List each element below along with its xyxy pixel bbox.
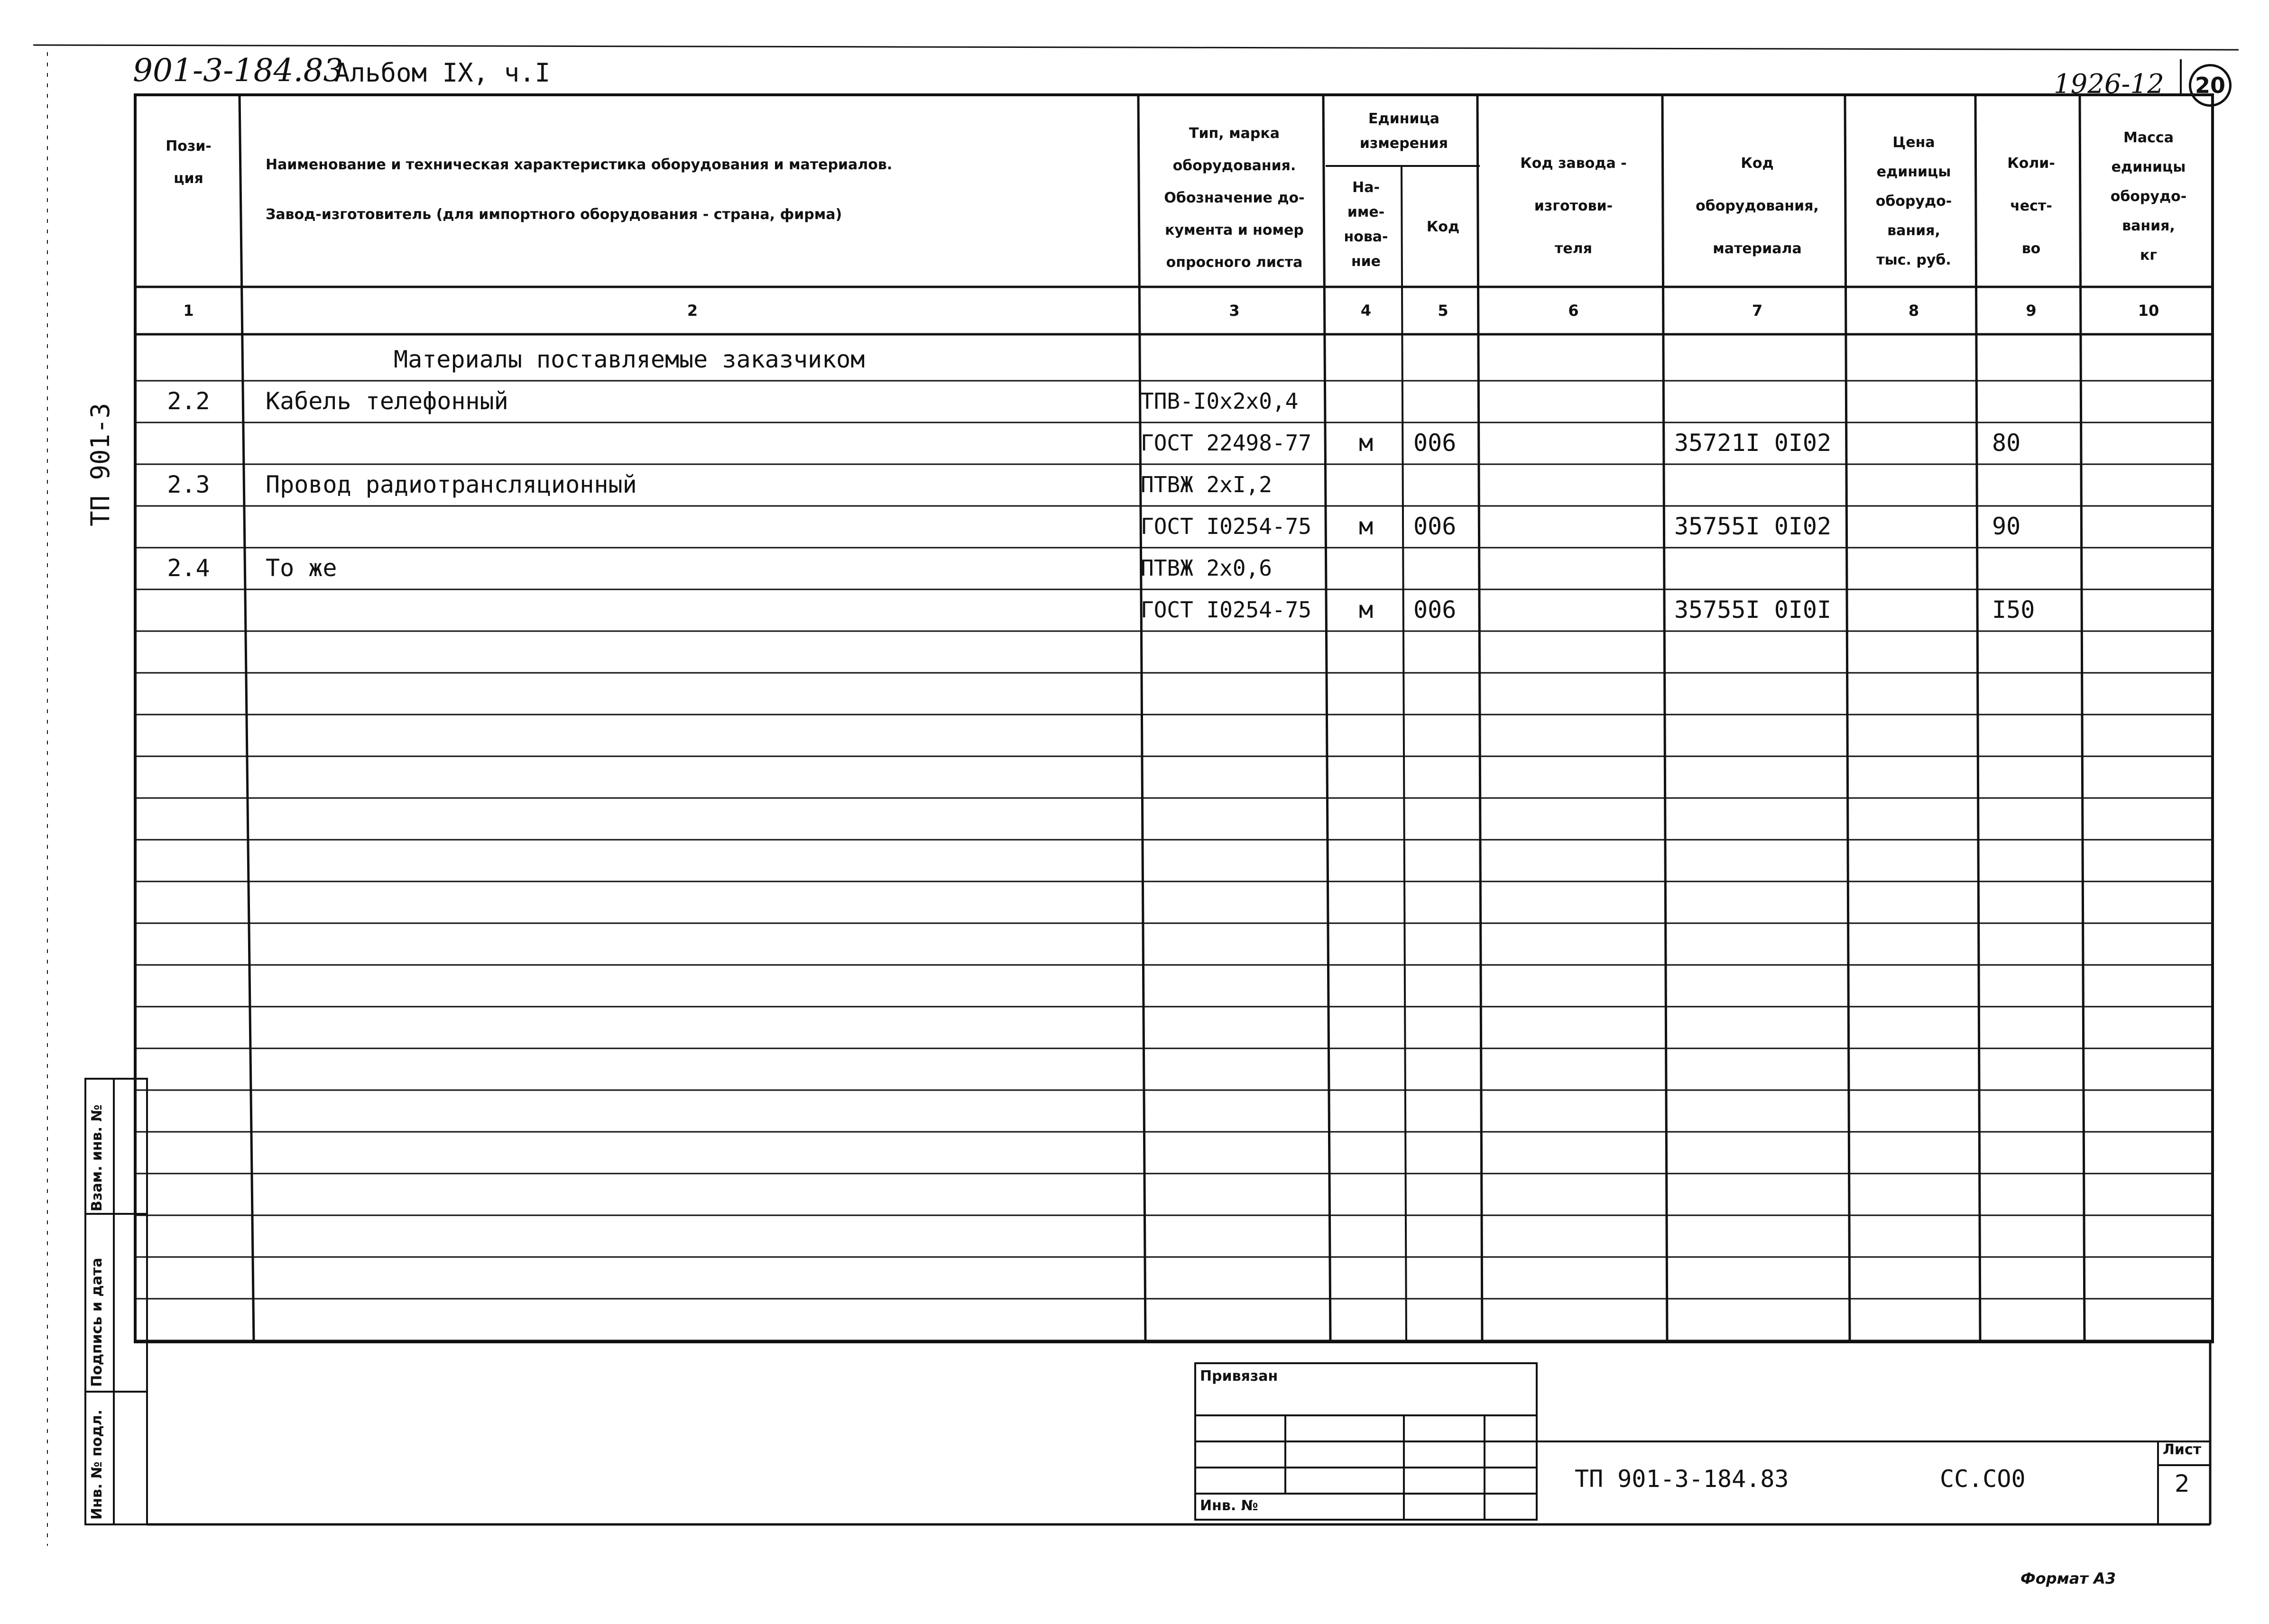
cell-name: То же — [266, 554, 337, 582]
col-num-7: 7 — [1752, 302, 1763, 320]
cell-code: 006 — [1413, 429, 1457, 457]
header-col-6: Код завода - изготови- теля — [1520, 155, 1627, 257]
cell-type: ПТВЖ 2х0,6 — [1141, 555, 1272, 581]
stamp-sheet-label: Лист — [2163, 1441, 2202, 1458]
stamp-privyazan: Привязан — [1200, 1368, 1278, 1385]
stamp-document-suffix: СС.СО0 — [1940, 1465, 2026, 1493]
stamp-label-inv-original: Инв. № подл. — [89, 1409, 105, 1520]
cell-name: Провод радиотрансляционный — [266, 471, 637, 498]
cell-unit: м — [1358, 596, 1374, 624]
cell-qty: 90 — [1992, 513, 2021, 540]
header-col-2: Наименование и техническая характеристика оборудования и материалов. Завод-изготовитель (для импортного оборудования - страна, фирма) — [266, 156, 893, 223]
header-col-3: Тип, марка оборудования. Обозначение до- кумента и номер опросного листа — [1164, 125, 1305, 271]
stamp-inv-number: Инв. № — [1200, 1497, 1258, 1514]
col-num-2: 2 — [687, 302, 698, 320]
col-num-6: 6 — [1568, 302, 1579, 320]
page-number: 20 — [2195, 73, 2225, 98]
cell-name: Материалы поставляемые заказчиком — [394, 346, 865, 373]
col-num-8: 8 — [1908, 302, 1919, 320]
cell-type: ПТВЖ 2хI,2 — [1141, 472, 1272, 497]
stamp-document-code: ТП 901-3-184.83 — [1575, 1465, 1789, 1493]
col-num-9: 9 — [2026, 302, 2037, 320]
cell-code: 006 — [1413, 596, 1457, 624]
col-num-5: 5 — [1438, 302, 1448, 320]
cell-type: ТПВ-I0х2х0,4 — [1141, 388, 1299, 414]
cell-unit: м — [1358, 513, 1374, 540]
cell-type: ГОСТ I0254-75 — [1141, 597, 1312, 623]
format-label: Формат А3 — [2020, 1569, 2116, 1587]
cell-name: Кабель телефонный — [266, 387, 508, 415]
header-col-10: Масса единицы оборудо- вания, кг — [2110, 129, 2187, 264]
cell-type: ГОСТ I0254-75 — [1141, 514, 1312, 539]
stamp-label-signature-date: Подпись и дата — [89, 1257, 105, 1387]
col-num-4: 4 — [1360, 302, 1372, 320]
cell-unit: м — [1358, 429, 1374, 457]
vertical-document-code: ТП 901-3 — [85, 403, 115, 526]
document-code-handwritten: 901-3-184.83 — [133, 52, 343, 89]
cell-code: 006 — [1413, 513, 1457, 540]
sheet-code-handwritten: 1926-12 — [2054, 69, 2164, 100]
stamp-sheet-number: 2 — [2175, 1470, 2190, 1497]
cell-type: ГОСТ 22498-77 — [1141, 430, 1312, 456]
cell-pos: 2.2 — [167, 387, 210, 415]
header-col-7: Код оборудования, материала — [1696, 155, 1819, 257]
col-num-1: 1 — [183, 302, 194, 320]
cell-equip: 35755I 0I02 — [1674, 513, 1832, 540]
header-col-4: На- име- нова- ние — [1344, 179, 1388, 270]
col-num-10: 10 — [2138, 302, 2159, 320]
album-label: Альбом IX, ч.I — [334, 58, 551, 88]
stamp-label-replace-inv: Взам. инв. № — [89, 1104, 105, 1211]
cell-qty: I50 — [1992, 596, 2035, 624]
header-col-1: Пози- ция — [166, 138, 212, 187]
page-number-badge — [2189, 64, 2232, 107]
header-col-9: Коли- чест- во — [2007, 155, 2055, 257]
cell-qty: 80 — [1992, 429, 2021, 457]
cell-equip: 35755I 0I0I — [1674, 596, 1832, 624]
header-unit-group: Единица измерения — [1359, 110, 1448, 152]
cell-pos: 2.3 — [167, 471, 210, 498]
cell-equip: 35721I 0I02 — [1674, 429, 1832, 457]
header-col-5: Код — [1426, 219, 1460, 235]
header-col-8: Цена единицы оборудо- вания, тыс. руб. — [1875, 134, 1952, 268]
cell-pos: 2.4 — [167, 554, 210, 582]
col-num-3: 3 — [1229, 302, 1240, 320]
